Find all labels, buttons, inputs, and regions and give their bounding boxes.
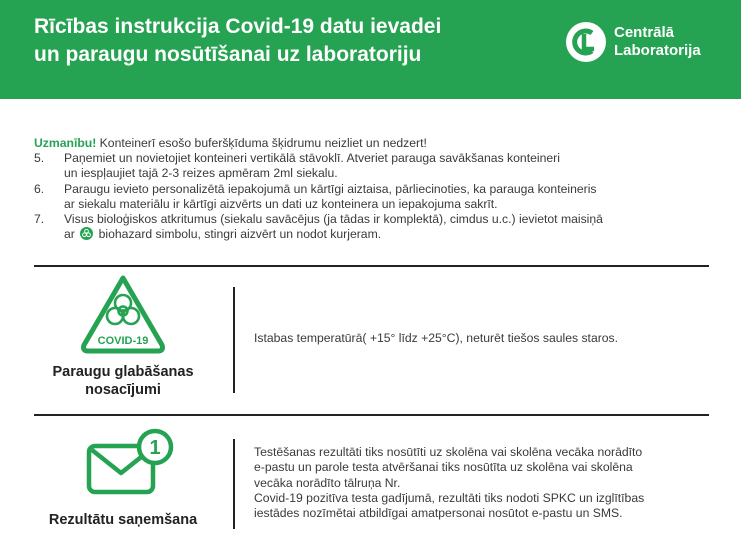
column-divider xyxy=(233,439,235,529)
storage-title-line1: Paraugu glabāšanas xyxy=(52,364,194,380)
step-line: Visus bioloģiskos atkritumus (siekalu savācējus (ja tādas ir komplektā), cimdus u.c.) ievietot maisiņā xyxy=(64,212,603,227)
section-divider xyxy=(34,414,709,416)
results-text-line: iestādes nozīmētai atbildīgai amatpersonai nosūtot e-pastu un SMS. xyxy=(254,506,623,521)
storage-title xyxy=(34,363,212,399)
step-line: Paņemiet un novietojiet konteineri vertikālā stāvoklī. Atveriet parauga savākšanas konteineri xyxy=(64,151,560,166)
step-number: 5. xyxy=(34,151,45,166)
results-text-line: Testēšanas rezultāti tiks nosūtīti uz skolēna vai skolēna vecāka norādīto xyxy=(254,445,643,459)
step-line: Paraugu ievieto personalizētā iepakojumā un kārtīgi aiztaisa, pārliecinoties, ka parauga konteineris xyxy=(64,181,597,196)
page-title-line1: Rīcības instrukcija Covid-19 datu ievadei xyxy=(34,15,442,38)
step-line xyxy=(64,227,714,242)
section-divider xyxy=(34,265,709,267)
logo-text xyxy=(614,24,701,60)
results-text-line: Covid-19 pozitīva testa gadījumā, rezultāti tiks nodoti SPKC un izglītības xyxy=(254,490,645,505)
step-line-end: biohazard simbolu, stingri aizvērt un nodot kurjeram. xyxy=(98,227,382,242)
page-title-line2: un paraugu nosūtīšanai uz laboratoriju xyxy=(34,43,422,66)
step-line: ar siekalu materiālu ir kārtīgi aizvērts un dati uz konteinera un iepakojuma sakrīt. xyxy=(64,196,498,211)
step-number: 6. xyxy=(34,181,45,196)
results-title: Rezultātu saņemšana xyxy=(48,512,198,528)
warning-text: Konteinerī esošo buferšķīduma šķidrumu neizliet un nedzert! xyxy=(96,136,427,150)
logo-mark-icon xyxy=(565,21,607,63)
steps-list xyxy=(34,151,714,242)
step-line: un iespļaujiet tajā 2-3 reizes apmēram 2ml siekalu. xyxy=(64,166,338,181)
covid-biohazard-triangle-icon xyxy=(80,273,166,357)
step-number: 7. xyxy=(34,212,45,227)
warning-label: Uzmanību! xyxy=(34,136,97,150)
laboratory-logo xyxy=(565,21,725,65)
step-item xyxy=(34,151,714,181)
results-text-line: vecāka norādīto tālruņa Nr. xyxy=(254,475,401,490)
results-text-line: e-pastu un parole testa atvēršanai tiks nosūtīta uz skolēna vai skolēna xyxy=(254,460,633,475)
biohazard-inline-icon xyxy=(80,227,93,240)
warning-line xyxy=(34,136,714,151)
logo-line2: Laboratorija xyxy=(614,42,701,59)
storage-text: Istabas temperatūrā( +15° līdz +25°C), neturēt tiešos saules staros. xyxy=(254,331,619,345)
step-item xyxy=(34,212,714,242)
step-line-start: ar xyxy=(64,227,75,242)
logo-line1: Centrālā xyxy=(614,24,675,41)
notification-badge-number: 1 xyxy=(149,437,161,459)
envelope-notification-icon xyxy=(85,428,177,498)
instructions-section xyxy=(34,136,714,242)
column-divider xyxy=(233,287,235,393)
page-title xyxy=(34,13,554,69)
header-banner xyxy=(0,0,741,99)
step-item xyxy=(34,182,714,212)
storage-title-line2: nosacījumi xyxy=(85,382,161,398)
covid-icon-label: COVID-19 xyxy=(97,335,149,347)
results-text xyxy=(254,445,714,521)
